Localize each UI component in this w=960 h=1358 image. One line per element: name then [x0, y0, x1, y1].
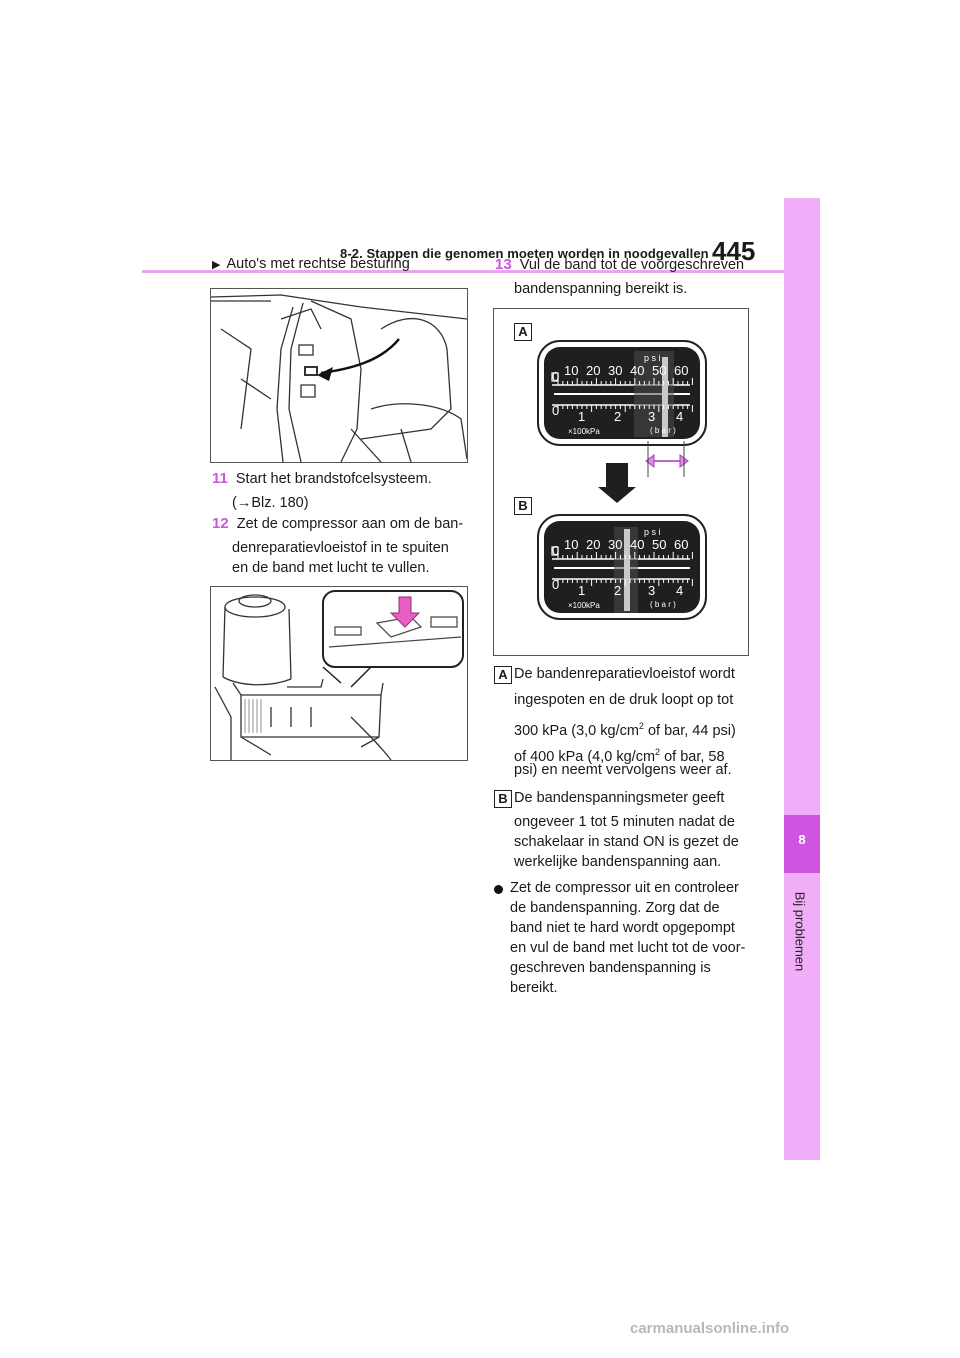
compressor-illustration: [211, 587, 467, 760]
bullet-dot-icon: [494, 885, 503, 894]
note-b-line4: werkelijke bandenspanning aan.: [514, 854, 722, 870]
note-b-line1: De bandenspanningsmeter geeft: [514, 790, 725, 806]
step-11: 11 Start het brandstofcelsysteem.: [212, 470, 432, 487]
step-12: 12 Zet de compressor aan om de ban-: [212, 515, 464, 532]
gauge-a-psi-label: p s i: [644, 353, 661, 363]
gauge-b: [538, 515, 706, 619]
watermark[interactable]: carmanualsonline.info: [630, 1320, 790, 1337]
bullet-line5: geschreven bandenspanning is: [510, 960, 711, 976]
note-a-line3: 300 kPa (3,0 $kg/cm^2$ of bar, 44 psi): [514, 721, 736, 739]
page-number: 445: [712, 236, 756, 266]
gauge-a: [538, 341, 706, 445]
gauge-b-bar-label: ( b a r ): [650, 600, 676, 609]
car-door-illustration: [211, 289, 467, 462]
note-b-line2: ongeveer 1 tot 5 minuten nadat de: [514, 814, 735, 830]
note-a-line4: of 400 kPa (4,0 $kg/cm^2$ of bar, 58: [514, 747, 725, 765]
chapter-label: Bij problemen: [792, 891, 808, 972]
note-b-label: B: [494, 790, 512, 808]
note-a-line5: psi) en neemt vervolgens weer af.: [514, 762, 732, 778]
step-13-line2: bandenspanning bereikt is.: [514, 281, 688, 297]
triangle-bullet-icon: ▶: [212, 259, 221, 271]
note-a-line2: ingespoten en de druk loopt op tot: [514, 692, 734, 708]
gauge-a-psi-ticks: 0 10 20 30 40 50 60: [552, 363, 689, 384]
gauge-b-bar-ticks: 0 1 2 3 4: [552, 577, 684, 598]
bullet-line4: en vul de band met lucht tot de voor-: [510, 940, 746, 956]
figure-pressure-gauge: [493, 308, 749, 656]
gauge-b-kpa-label: ×100kPa: [568, 601, 600, 610]
sub-heading: ▶ Auto's met rechtse besturing: [212, 256, 410, 272]
note-a-line1: De bandenreparatievloeistof wordt: [514, 666, 735, 682]
chapter-number: 8: [798, 832, 806, 847]
side-tab[interactable]: [784, 198, 820, 1160]
bullet-line1: Zet de compressor uit en controleer: [510, 880, 739, 896]
bullet-line6: bereikt.: [510, 980, 558, 996]
gauge-a-kpa-label: ×100kPa: [568, 427, 600, 436]
bullet-line3: band niet te hard wordt opgepompt: [510, 920, 735, 936]
step-12-line3: en de band met lucht te vullen.: [232, 560, 430, 576]
section-title: 8-2. Stappen die genomen moeten worden in noodgevallen: [340, 246, 709, 261]
gauge-illustration: [494, 309, 748, 655]
step-number: 12: [212, 515, 229, 532]
step-13: 13 Vul de band tot de voorgeschreven: [495, 256, 745, 273]
gauge-a-bar-ticks: 0 1 2 3 4: [552, 403, 684, 424]
gauge-b-psi-ticks: 0 10 20 30 40 50 60: [552, 537, 689, 558]
down-arrow-icon: [598, 463, 636, 503]
step-12-line2: denreparatievloeistof in te spuiten: [232, 540, 449, 556]
step-number: 11: [212, 470, 228, 487]
step-number: 13: [495, 256, 512, 273]
gauge-b-psi-label: p s i: [644, 527, 661, 537]
label-b: B: [514, 497, 532, 515]
bullet-line2: de bandenspanning. Zorg dat de: [510, 900, 720, 916]
figure-car-door: [210, 288, 468, 463]
step-11-ref[interactable]: (→Blz. 180): [232, 495, 309, 511]
figure-compressor: [210, 586, 468, 761]
label-a: A: [514, 323, 532, 341]
gauge-a-bar-label: ( b a r ): [650, 426, 676, 435]
note-a-label: A: [494, 666, 512, 684]
note-b-line3: schakelaar in stand ON is gezet de: [514, 834, 739, 850]
